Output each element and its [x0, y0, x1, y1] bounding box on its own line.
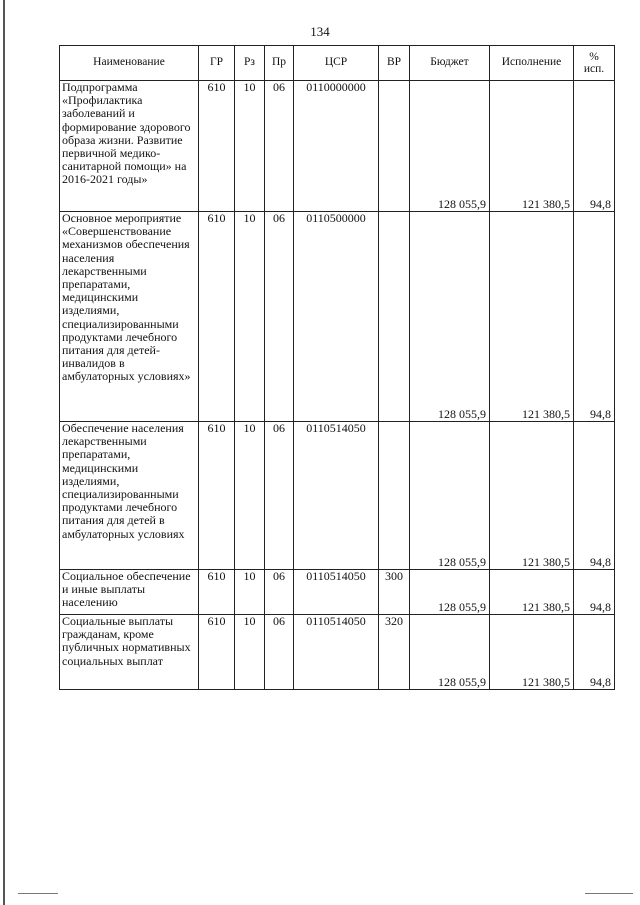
row-name: Социальные выплаты гражданам, кроме публичных нормативных социальных выплат	[60, 615, 199, 690]
row-csr: 0110514050	[294, 615, 379, 690]
row-vr	[379, 81, 410, 212]
scan-left-edge	[3, 0, 5, 905]
row-budget: 128 055,9	[410, 212, 490, 422]
table-row	[60, 422, 615, 570]
table-row	[60, 570, 615, 615]
row-execution: 121 380,5	[490, 212, 574, 422]
row-gr: 610	[199, 615, 235, 690]
row-rz: 10	[235, 422, 265, 570]
row-name: Социальное обеспечение и иные выплаты населению	[60, 570, 199, 615]
row-budget: 128 055,9	[410, 422, 490, 570]
row-name: Обеспечение населения лекарственными препаратами, медицинскими изделиями, специализированными продуктами лечебного питания для детей в амбулаторных условиях	[60, 422, 199, 570]
row-percent: 94,8	[574, 212, 615, 422]
row-execution: 121 380,5	[490, 615, 574, 690]
scan-artifact	[585, 893, 633, 894]
row-gr: 610	[199, 422, 235, 570]
row-execution: 121 380,5	[490, 81, 574, 212]
table-row	[60, 615, 615, 690]
header-percent	[574, 46, 615, 81]
row-pr: 06	[265, 570, 294, 615]
row-vr	[379, 212, 410, 422]
row-rz: 10	[235, 81, 265, 212]
row-name: Подпрограмма «Профилактика заболеваний и формирование здорового образа жизни. Развитие первичной медико-санитарной помощи» на 2016-2021 годы»	[60, 81, 199, 212]
row-rz: 10	[235, 570, 265, 615]
row-pr: 06	[265, 615, 294, 690]
row-gr: 610	[199, 212, 235, 422]
row-csr: 0110000000	[294, 81, 379, 212]
row-percent: 94,8	[574, 81, 615, 212]
row-csr: 0110514050	[294, 422, 379, 570]
row-pr: 06	[265, 212, 294, 422]
row-budget: 128 055,9	[410, 570, 490, 615]
row-gr: 610	[199, 570, 235, 615]
row-pr: 06	[265, 422, 294, 570]
row-rz: 10	[235, 212, 265, 422]
scan-artifact	[18, 893, 58, 894]
header-gr: ГР	[199, 46, 235, 81]
row-vr: 320	[379, 615, 410, 690]
header-execution: Исполнение	[490, 46, 574, 81]
header-budget: Бюджет	[410, 46, 490, 81]
row-csr: 0110500000	[294, 212, 379, 422]
header-name: Наименование	[60, 46, 199, 81]
row-budget: 128 055,9	[410, 615, 490, 690]
row-rz: 10	[235, 615, 265, 690]
page-number: 134	[310, 24, 330, 39]
row-execution: 121 380,5	[490, 570, 574, 615]
row-percent: 94,8	[574, 422, 615, 570]
header-percent-label: исп.	[583, 63, 605, 75]
row-name: Основное мероприятие «Совершенствование механизмов обеспечения населения лекарственными препаратами, медицинскими изделиями, специализированными продуктами лечебного питания для детей-инвалидов в амбулаторных условиях»	[60, 212, 199, 422]
row-execution: 121 380,5	[490, 422, 574, 570]
row-percent: 94,8	[574, 570, 615, 615]
row-pr: 06	[265, 81, 294, 212]
header-rz: Рз	[235, 46, 265, 81]
table-row	[60, 212, 615, 422]
row-percent: 94,8	[574, 615, 615, 690]
budget-execution-table	[59, 45, 615, 690]
header-pr: Пр	[265, 46, 294, 81]
row-budget: 128 055,9	[410, 81, 490, 212]
header-vr: ВР	[379, 46, 410, 81]
table-row	[60, 81, 615, 212]
table-header-row	[60, 46, 615, 81]
row-vr: 300	[379, 570, 410, 615]
header-csr: ЦСР	[294, 46, 379, 81]
header-percent-symbol: %	[589, 51, 599, 63]
row-vr	[379, 422, 410, 570]
row-csr: 0110514050	[294, 570, 379, 615]
row-gr: 610	[199, 81, 235, 212]
